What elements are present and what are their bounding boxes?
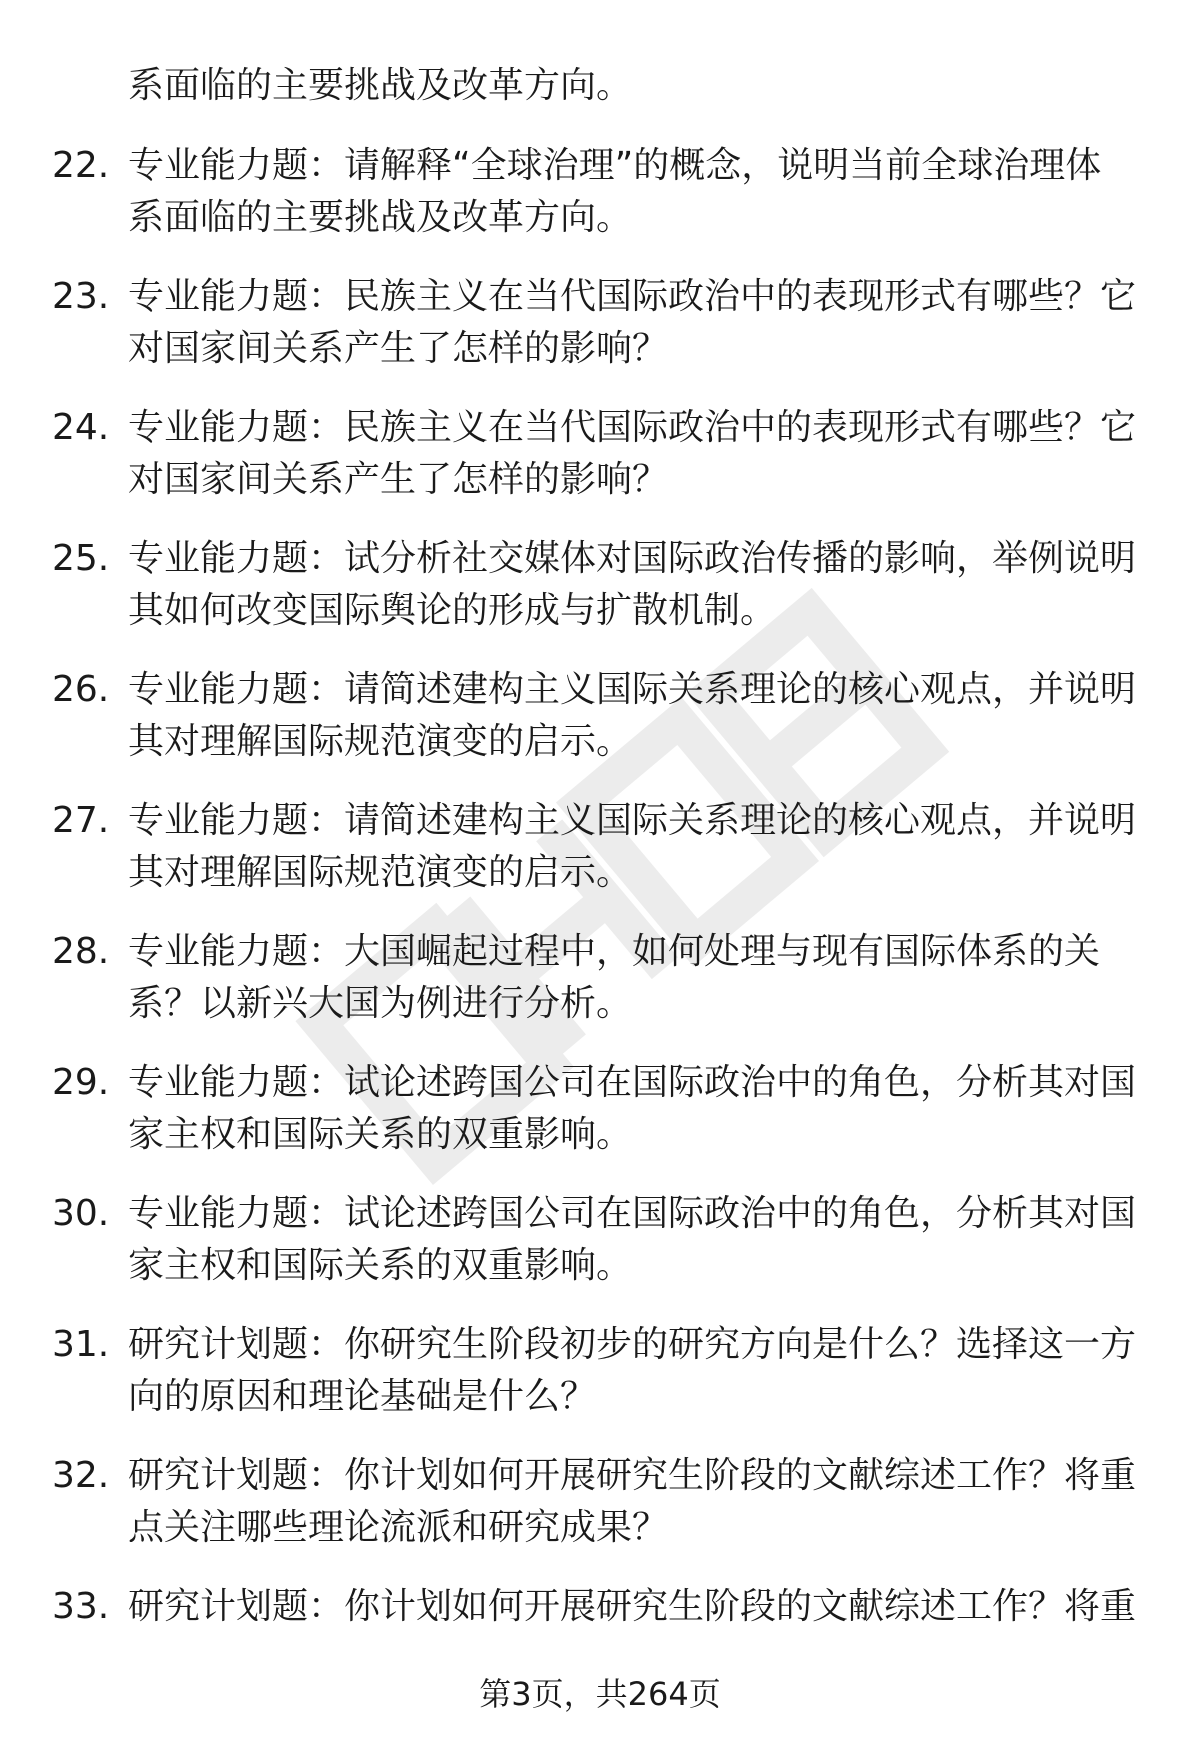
question-item	[0, 402, 1200, 533]
question-text-line: 对国家间关系产生了怎样的影响？	[128, 328, 669, 369]
question-item	[0, 1057, 1200, 1188]
question-text-line: 专业能力题：请解释“全球治理”的概念，说明当前全球治理体	[128, 145, 1102, 186]
question-number: 26.	[52, 669, 110, 710]
question-text-line: 研究计划题：你研究生阶段初步的研究方向是什么？选择这一方	[128, 1324, 1137, 1365]
question-text-line: 专业能力题：试论述跨国公司在国际政治中的角色，分析其对国	[128, 1062, 1137, 1103]
question-text-line: 家主权和国际关系的双重影响。	[128, 1245, 633, 1286]
question-text-line: 专业能力题：请简述建构主义国际关系理论的核心观点，并说明	[128, 669, 1137, 710]
question-text-line: 点关注哪些理论流派和研究成果？	[128, 1507, 669, 1548]
question-number: 31.	[52, 1324, 110, 1365]
question-text-line: 家主权和国际关系的双重影响。	[128, 1114, 633, 1155]
question-text	[128, 795, 1138, 899]
question-text-line: 专业能力题：民族主义在当代国际政治中的表现形式有哪些？它	[128, 407, 1137, 448]
question-item	[0, 1450, 1200, 1581]
continued-question-line: 系面临的主要挑战及改革方向。	[128, 65, 633, 106]
question-text	[128, 1450, 1138, 1554]
question-text	[128, 140, 1138, 244]
question-text	[128, 1319, 1138, 1423]
question-text-line: 专业能力题：请简述建构主义国际关系理论的核心观点，并说明	[128, 800, 1137, 841]
question-item	[0, 1188, 1200, 1319]
question-text	[128, 1188, 1138, 1292]
question-item	[0, 664, 1200, 795]
question-number: 24.	[52, 407, 110, 448]
question-number: 28.	[52, 931, 110, 972]
question-text	[128, 533, 1138, 637]
question-text	[128, 1581, 1138, 1633]
question-text-line: 专业能力题：民族主义在当代国际政治中的表现形式有哪些？它	[128, 276, 1137, 317]
question-text-line: 研究计划题：你计划如何开展研究生阶段的文献综述工作？将重	[128, 1455, 1137, 1496]
question-number: 29.	[52, 1062, 110, 1103]
page-footer: 第3页，共264页	[479, 1675, 721, 1713]
question-number: 22.	[52, 145, 110, 186]
question-number: 33.	[52, 1586, 110, 1627]
question-number: 30.	[52, 1193, 110, 1234]
question-text-line: 专业能力题：大国崛起过程中，如何处理与现有国际体系的关	[128, 931, 1101, 972]
question-item	[0, 271, 1200, 402]
question-text-line: 系面临的主要挑战及改革方向。	[128, 197, 633, 238]
question-item	[0, 140, 1200, 271]
question-text-line: 专业能力题：试论述跨国公司在国际政治中的角色，分析其对国	[128, 1193, 1137, 1234]
question-text-line: 向的原因和理论基础是什么？	[128, 1376, 597, 1417]
question-text	[128, 1057, 1138, 1161]
question-list	[0, 140, 1200, 1712]
question-text-line: 对国家间关系产生了怎样的影响？	[128, 459, 669, 500]
question-number: 25.	[52, 538, 110, 579]
question-text-line: 专业能力题：试分析社交媒体对国际政治传播的影响，举例说明	[128, 538, 1137, 579]
question-item	[0, 926, 1200, 1057]
question-text-line: 其对理解国际规范演变的启示。	[128, 852, 633, 893]
question-item	[0, 795, 1200, 926]
question-text-line: 其如何改变国际舆论的形成与扩散机制。	[128, 590, 777, 631]
question-text-line: 研究计划题：你计划如何开展研究生阶段的文献综述工作？将重	[128, 1586, 1137, 1627]
question-text	[128, 664, 1138, 768]
question-text	[128, 271, 1138, 375]
question-text-line: 其对理解国际规范演变的启示。	[128, 721, 633, 762]
question-text-line: 系？以新兴大国为例进行分析。	[128, 983, 633, 1024]
question-text	[128, 926, 1138, 1030]
question-item	[0, 533, 1200, 664]
question-number: 32.	[52, 1455, 110, 1496]
question-item	[0, 1319, 1200, 1450]
question-text	[128, 402, 1138, 506]
question-number: 23.	[52, 276, 110, 317]
question-number: 27.	[52, 800, 110, 841]
